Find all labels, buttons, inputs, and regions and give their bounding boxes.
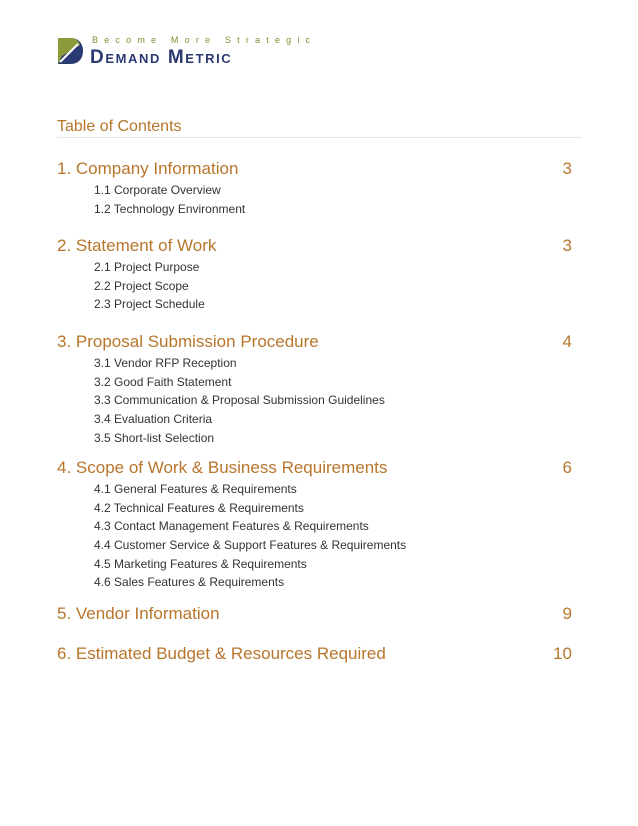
toc-subitem[interactable]: 2.3 Project Schedule (94, 297, 205, 312)
toc-section-title[interactable]: 4. Scope of Work & Business Requirements (57, 458, 388, 477)
toc-subitem[interactable]: 1.2 Technology Environment (94, 201, 246, 216)
toc-section-page-number: 10 (553, 644, 572, 663)
toc-section-title[interactable]: 5. Vendor Information (57, 604, 220, 623)
toc-subitem[interactable]: 3.3 Communication & Proposal Submission Guidelines (94, 393, 385, 408)
toc-subitem[interactable]: 4.4 Customer Service & Support Features & Requirements (94, 538, 407, 553)
toc-section-proposal-submission-procedure[interactable] (57, 332, 577, 447)
demand-metric-logo-icon (56, 36, 84, 66)
toc-subitem[interactable]: 4.3 Contact Management Features & Requirements (94, 519, 369, 534)
toc-subitem[interactable]: 4.5 Marketing Features & Requirements (94, 556, 307, 571)
toc-section-company-information[interactable] (57, 159, 577, 218)
toc-subitem[interactable]: 4.1 General Features & Requirements (94, 482, 297, 496)
toc-subitem[interactable]: 2.1 Project Purpose (94, 260, 200, 274)
toc-section-title[interactable]: 2. Statement of Work (57, 236, 217, 255)
logo-company-name: Demand Metric (90, 47, 233, 68)
toc-subitem[interactable]: 3.5 Short-list Selection (94, 430, 215, 445)
toc-subitem[interactable]: 4.6 Sales Features & Requirements (94, 575, 285, 590)
toc-section-page-number: 9 (562, 604, 572, 623)
toc-section-title[interactable]: 1. Company Information (57, 159, 239, 178)
toc-subitem[interactable]: 3.2 Good Faith Statement (94, 374, 232, 389)
toc-section-page-number: 3 (562, 159, 572, 178)
toc-section-estimated-budget[interactable] (57, 644, 577, 666)
toc-divider (57, 137, 582, 138)
logo-tagline: Become More Strategic (92, 35, 317, 45)
toc-subitem[interactable]: 1.1 Corporate Overview (94, 183, 221, 197)
toc-section-statement-of-work[interactable] (57, 236, 577, 314)
logo (56, 34, 316, 68)
toc-section-page-number: 6 (562, 458, 572, 477)
toc-section-page-number: 4 (562, 332, 572, 351)
toc-section-title[interactable]: 6. Estimated Budget & Resources Required (57, 644, 386, 663)
toc-section-vendor-information[interactable] (57, 604, 577, 626)
toc-section-title[interactable]: 3. Proposal Submission Procedure (57, 332, 319, 351)
toc-section-scope-of-work[interactable] (57, 458, 577, 592)
toc-subitem[interactable]: 3.1 Vendor RFP Reception (94, 356, 237, 370)
toc-subitem[interactable]: 3.4 Evaluation Criteria (94, 412, 213, 427)
toc-section-page-number: 3 (562, 236, 572, 255)
toc-title: Table of Contents (57, 118, 182, 135)
toc-subitem[interactable]: 2.2 Project Scope (94, 278, 189, 293)
toc-subitem[interactable]: 4.2 Technical Features & Requirements (94, 500, 304, 515)
